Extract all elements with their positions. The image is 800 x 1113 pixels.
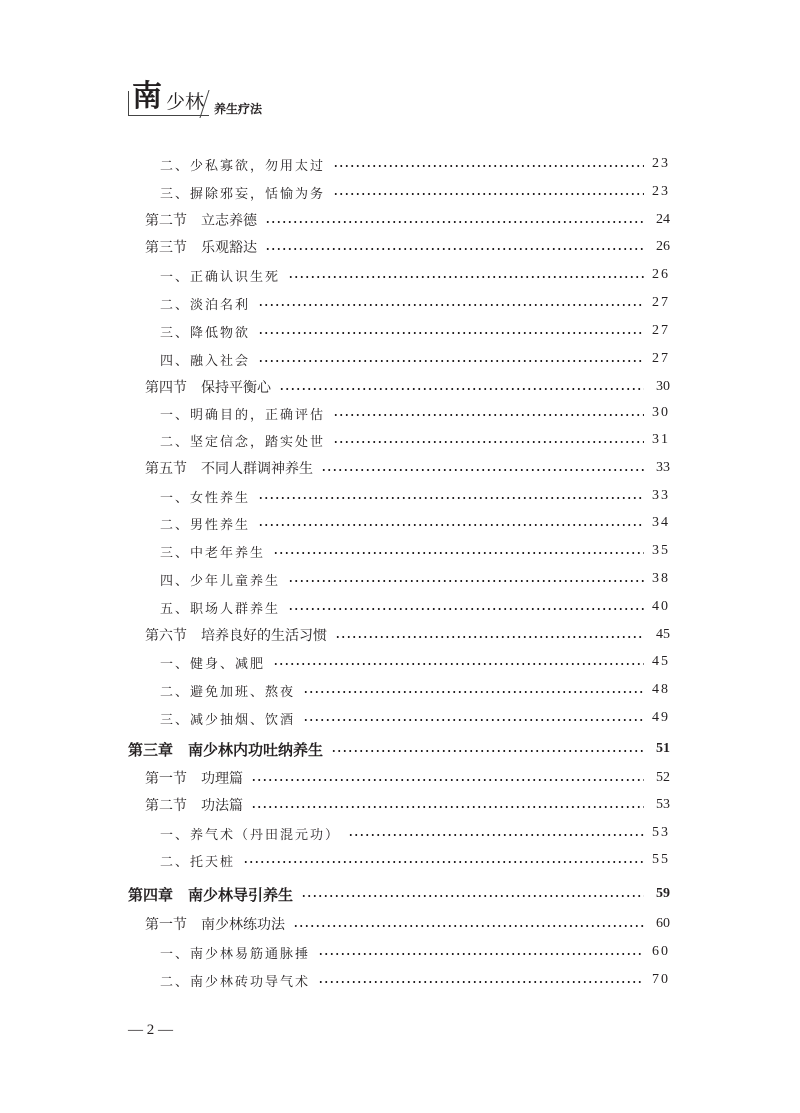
toc-entry-page: 51: [656, 741, 670, 756]
toc-entry-page: 31: [652, 432, 670, 447]
toc-entry-page: 23: [652, 184, 670, 199]
toc-entry-item[interactable]: [160, 182, 670, 202]
dot-leader: [273, 663, 644, 665]
toc-entry-item[interactable]: [160, 430, 670, 450]
toc-entry-page: 53: [656, 797, 670, 812]
toc-entry-label: 二、坚定信念，踏实处世: [160, 431, 333, 450]
toc-entry-page: 60: [652, 944, 670, 959]
toc-entry-item[interactable]: [160, 652, 670, 672]
toc-entry-item[interactable]: [160, 154, 670, 174]
toc-entry-label: 第一节 南少林练功法: [145, 914, 293, 934]
dot-leader: [318, 981, 644, 983]
toc-entry-item[interactable]: [160, 850, 670, 870]
dot-leader: [321, 469, 644, 471]
dot-leader: [243, 861, 644, 863]
toc-entry-chapter[interactable]: [128, 739, 670, 759]
toc-entry-label: 第五节 不同人群调神养生: [145, 458, 321, 478]
dot-leader: [303, 691, 644, 693]
toc-entry-label: 三、摒除邪妄，恬愉为务: [160, 183, 333, 202]
dot-leader: [258, 304, 644, 306]
toc-entry-page: 38: [652, 571, 670, 586]
toc-entry-label: 第四节 保持平衡心: [145, 377, 279, 397]
toc-entry-item[interactable]: [160, 970, 670, 990]
toc-entry-label: 二、少私寡欲，勿用太过: [160, 155, 333, 174]
toc-entry-label: 二、男性养生: [160, 514, 258, 533]
toc-entry-page: 53: [652, 825, 670, 840]
page-number: — 2 —: [128, 1022, 173, 1038]
book-subtitle: 养生疗法: [214, 102, 263, 116]
toc-entry-page: 52: [656, 770, 670, 785]
toc-entry-page: 26: [652, 267, 670, 282]
toc-entry-page: 55: [652, 852, 670, 867]
toc-entry-section[interactable]: [145, 914, 670, 934]
toc-entry-label: 二、南少林砖功导气术: [160, 971, 318, 990]
toc-entry-label: 第一节 功理篇: [145, 768, 251, 788]
toc-entry-item[interactable]: [160, 569, 670, 589]
dot-leader: [251, 779, 644, 781]
toc-entry-label: 二、托天桩: [160, 851, 243, 870]
dot-leader: [333, 441, 644, 443]
dot-leader: [265, 221, 644, 223]
toc-entry-item[interactable]: [160, 680, 670, 700]
toc-entry-item[interactable]: [160, 486, 670, 506]
dot-leader: [318, 953, 644, 955]
toc-entry-page: 23: [652, 156, 670, 171]
dot-leader: [333, 193, 644, 195]
toc-entry-page: 49: [652, 710, 670, 725]
toc-entry-page: 45: [656, 627, 670, 642]
toc-entry-label: 第二节 功法篇: [145, 795, 251, 815]
dot-leader: [258, 332, 644, 334]
dot-leader: [288, 276, 644, 278]
dot-leader: [258, 524, 644, 526]
toc-entry-item[interactable]: [160, 403, 670, 423]
toc-entry-section[interactable]: [145, 210, 670, 230]
dot-leader: [303, 719, 644, 721]
toc-entry-item[interactable]: [160, 349, 670, 369]
toc-entry-page: 27: [652, 323, 670, 338]
toc-entry-page: 33: [652, 488, 670, 503]
dot-leader: [335, 636, 644, 638]
brand-logo-text: 少林: [166, 91, 205, 113]
toc-entry-label: 三、减少抽烟、饮酒: [160, 709, 303, 728]
toc-entry-page: 40: [652, 599, 670, 614]
toc-entry-section[interactable]: [145, 377, 670, 397]
toc-entry-section[interactable]: [145, 458, 670, 478]
toc-entry-item[interactable]: [160, 541, 670, 561]
toc-entry-section[interactable]: [145, 768, 670, 788]
toc-entry-label: 一、养气术（丹田混元功）: [160, 824, 348, 843]
brand-logo-char: 南: [132, 79, 162, 114]
toc-entry-label: 二、避免加班、熬夜: [160, 681, 303, 700]
toc-entry-label: 第三章 南少林内功吐纳养生: [128, 739, 331, 760]
toc-entry-section[interactable]: [145, 625, 670, 645]
toc-entry-item[interactable]: [160, 293, 670, 313]
toc-entry-item[interactable]: [160, 265, 670, 285]
dot-leader: [331, 750, 644, 752]
toc-entry-page: 27: [652, 295, 670, 310]
dot-leader: [258, 497, 644, 499]
toc-entry-label: 三、中老年养生: [160, 542, 273, 561]
toc-entry-label: 第六节 培养良好的生活习惯: [145, 625, 335, 645]
dot-leader: [293, 925, 644, 927]
toc-entry-item[interactable]: [160, 597, 670, 617]
dot-leader: [273, 552, 644, 554]
toc-entry-section[interactable]: [145, 795, 670, 815]
running-header: [128, 80, 268, 120]
dot-leader: [251, 806, 644, 808]
toc-entry-page: 26: [656, 239, 670, 254]
toc-entry-label: 第二节 立志养德: [145, 210, 265, 230]
dot-leader: [288, 608, 644, 610]
toc-entry-label: 第三节 乐观豁达: [145, 237, 265, 257]
toc-entry-page: 45: [652, 654, 670, 669]
dot-leader: [265, 248, 644, 250]
dot-leader: [348, 834, 644, 836]
dot-leader: [258, 360, 644, 362]
toc-entry-label: 三、降低物欲: [160, 322, 258, 341]
toc-entry-page: 30: [656, 379, 670, 394]
dot-leader: [333, 165, 644, 167]
toc-entry-label: 一、女性养生: [160, 487, 258, 506]
toc-entry-page: 70: [652, 972, 670, 987]
toc-entry-item[interactable]: [160, 513, 670, 533]
toc-entry-label: 四、少年儿童养生: [160, 570, 288, 589]
toc-entry-item[interactable]: [160, 942, 670, 962]
dot-leader: [333, 414, 644, 416]
dot-leader: [288, 580, 644, 582]
toc-entry-label: 五、职场人群养生: [160, 598, 288, 617]
toc-entry-page: 33: [656, 460, 670, 475]
toc-entry-chapter[interactable]: [128, 884, 670, 904]
toc-entry-label: 一、明确目的，正确评估: [160, 404, 333, 423]
dot-leader: [279, 388, 644, 390]
toc-entry-page: 35: [652, 543, 670, 558]
toc-entry-page: 30: [652, 405, 670, 420]
toc-entry-page: 27: [652, 351, 670, 366]
toc-entry-page: 48: [652, 682, 670, 697]
toc-entry-label: 四、融入社会: [160, 350, 258, 369]
toc-entry-section[interactable]: [145, 237, 670, 257]
toc-entry-page: 24: [656, 212, 670, 227]
toc-entry-page: 60: [656, 916, 670, 931]
dot-leader: [301, 895, 644, 897]
toc-entry-label: 一、南少林易筋通脉捶: [160, 943, 318, 962]
toc-entry-page: 34: [652, 515, 670, 530]
toc-entry-label: 二、淡泊名利: [160, 294, 258, 313]
toc-entry-item[interactable]: [160, 321, 670, 341]
toc-entry-item[interactable]: [160, 823, 670, 843]
toc-entry-item[interactable]: [160, 708, 670, 728]
toc-entry-label: 一、正确认识生死: [160, 266, 288, 285]
toc-entry-label: 一、健身、减肥: [160, 653, 273, 672]
toc-entry-page: 59: [656, 886, 670, 901]
toc-entry-label: 第四章 南少林导引养生: [128, 884, 301, 905]
